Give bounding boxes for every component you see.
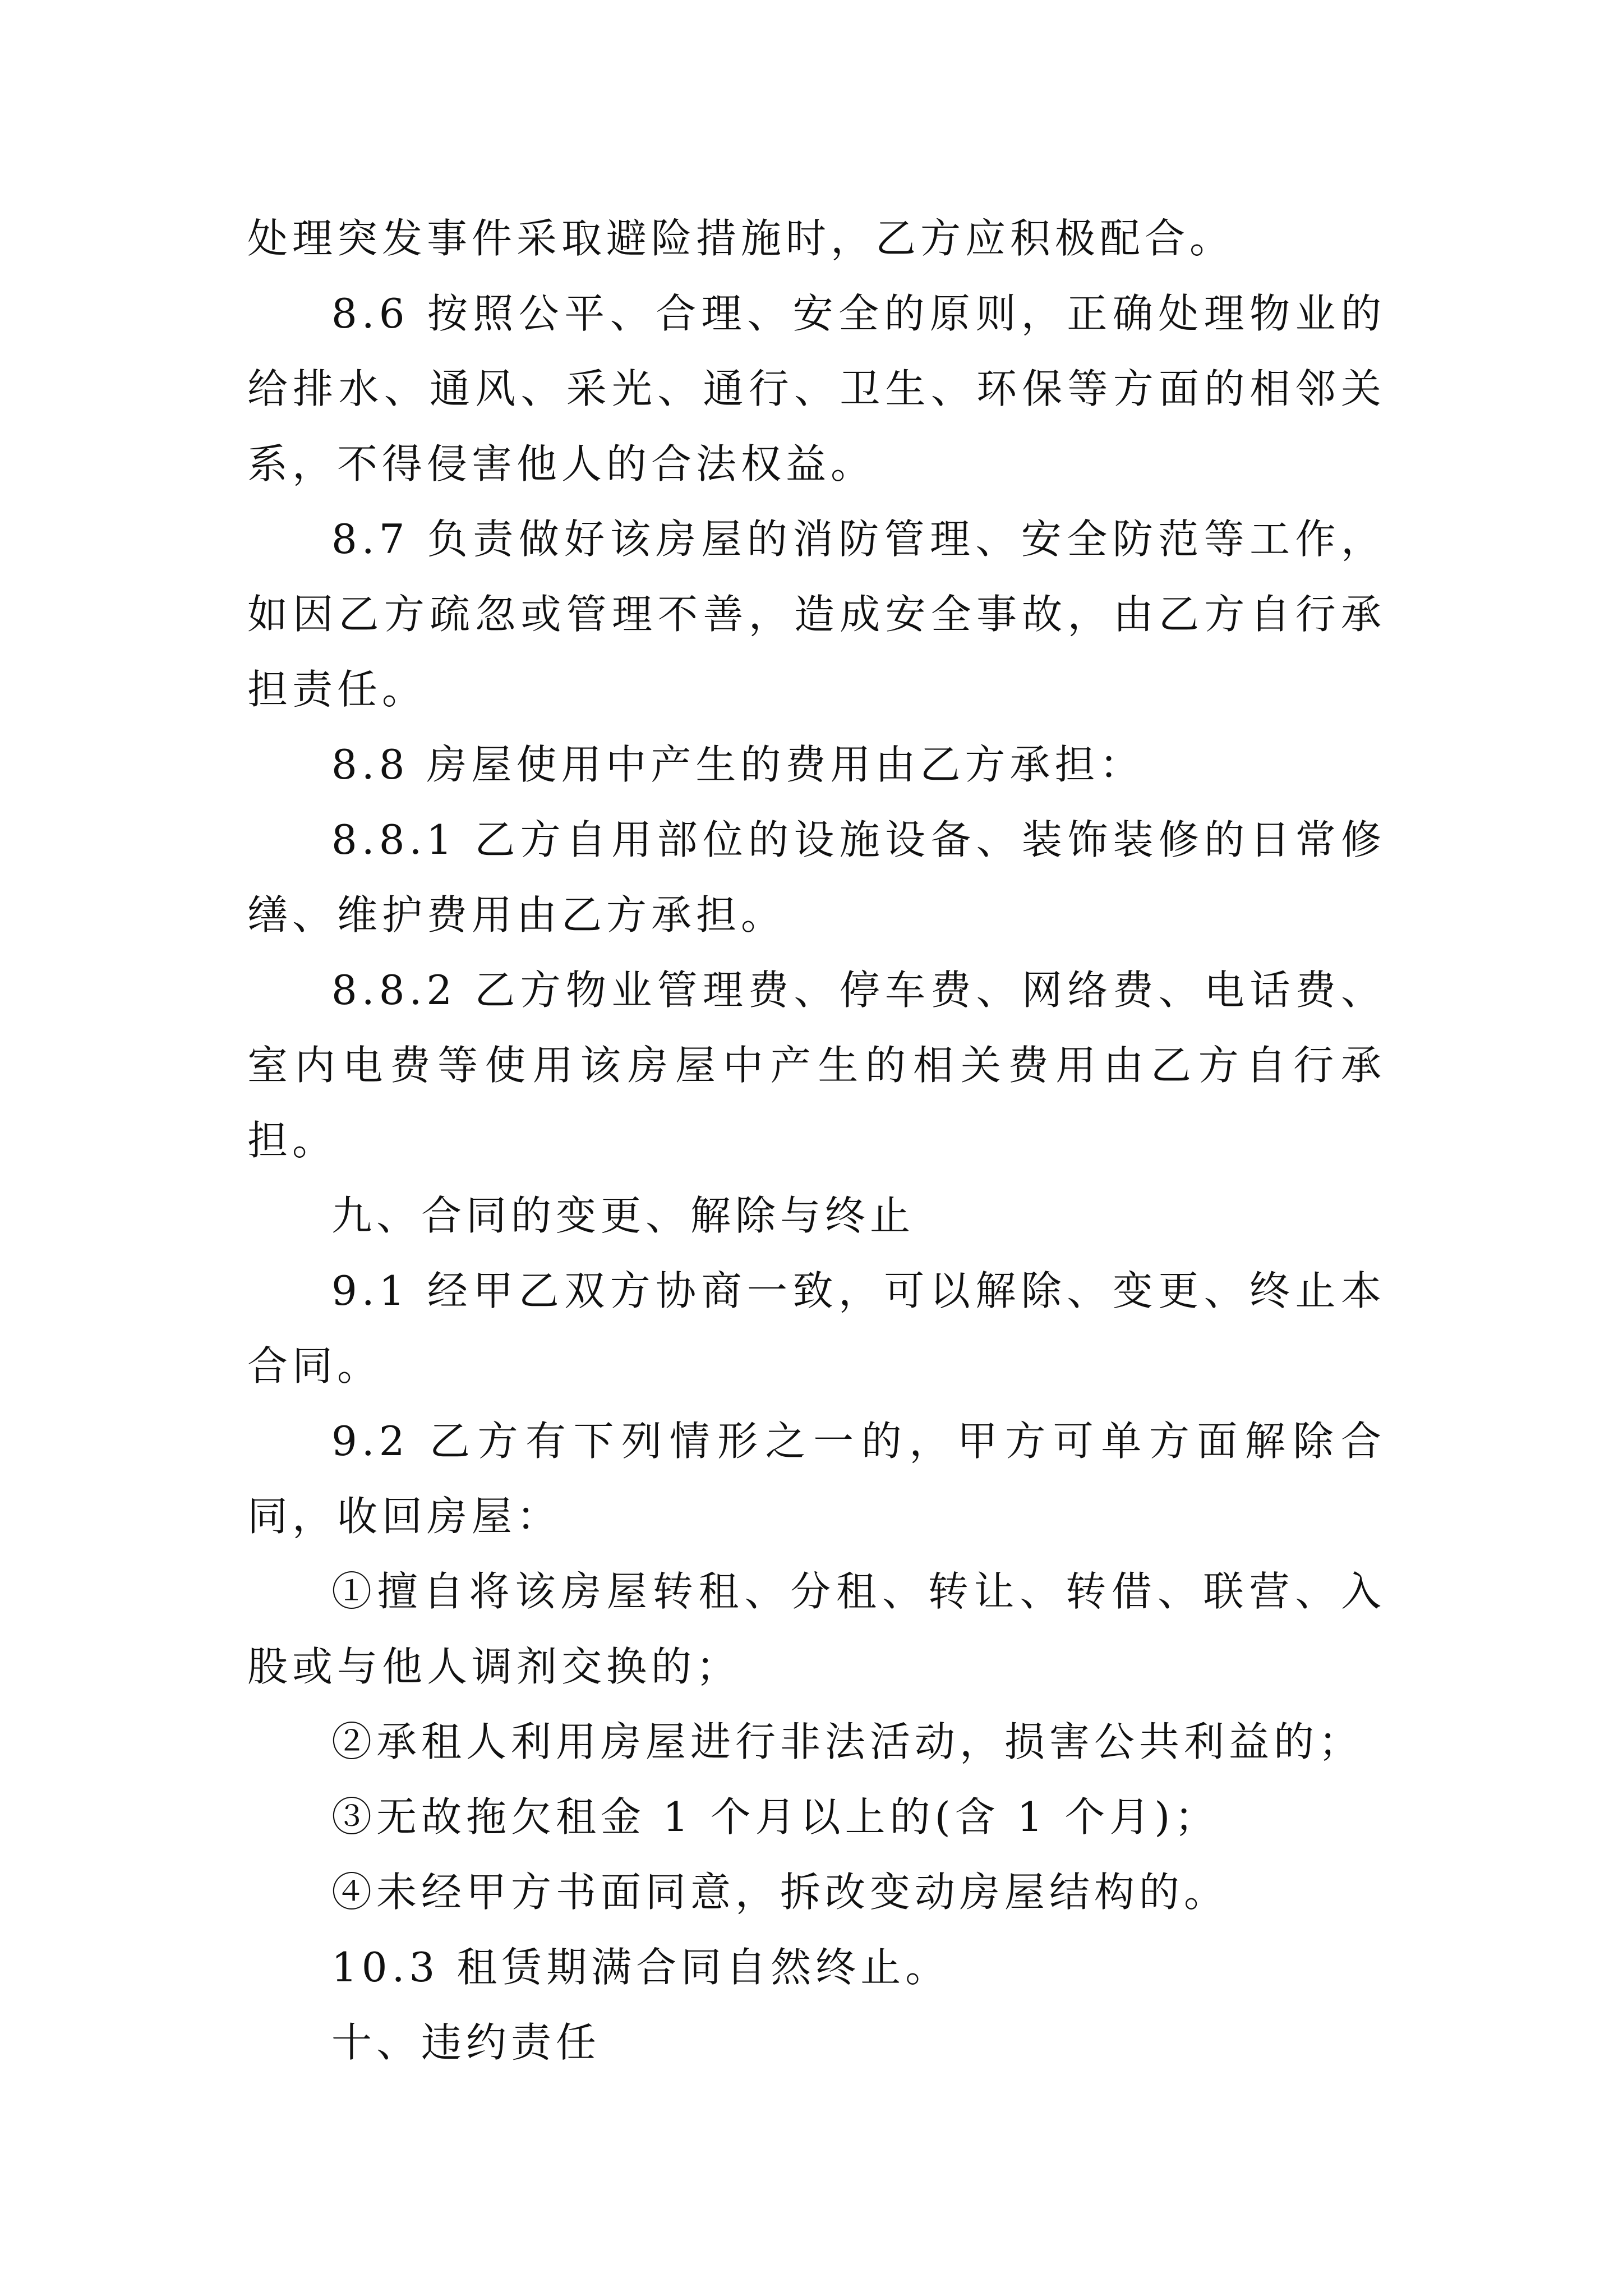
document-body [247,201,1386,2080]
clause-9-2: 9.2 乙方有下列情形之一的，甲方可单方面解除合同，收回房屋： [247,1418,1386,1540]
clause-8-8: 8.8 房屋使用中产生的费用由乙方承担： [331,741,1145,788]
section-heading-9: 九、合同的变更、解除与终止 [331,1192,915,1239]
paragraph-emergency-cooperation: 处理突发事件采取避险措施时，乙方应积极配合。 [247,215,1235,262]
clause-8-7: 8.7 负责做好该房屋的消防管理、安全防范等工作，如因乙方疏忽或管理不善，造成安全事故，由乙方自行承担责任。 [247,516,1386,713]
list-item-4: ④未经甲方书面同意，拆改变动房屋结构的。 [331,1869,1229,1916]
clause-8-6: 8.6 按照公平、合理、安全的原则，正确处理物业的给排水、通风、采光、通行、卫生、环保等方面的相邻关系，不得侵害他人的合法权益。 [247,290,1386,487]
list-item-3: ③无故拖欠租金 1 个月以上的(含 1 个月)； [331,1793,1220,1841]
section-heading-10: 十、违约责任 [331,2019,601,2066]
clause-9-1: 9.1 经甲乙双方协商一致，可以解除、变更、终止本合同。 [247,1267,1386,1389]
list-item-2: ②承租人利用房屋进行非法活动，损害公共利益的； [331,1718,1364,1765]
clause-8-8-1: 8.8.1 乙方自用部位的设施设备、装饰装修的日常修缮、维护费用由乙方承担。 [247,816,1386,938]
list-item-1: ①擅自将该房屋转租、分租、转让、转借、联营、入股或与他人调剂交换的； [247,1568,1386,1690]
clause-8-8-2: 8.8.2 乙方物业管理费、停车费、网络费、电话费、室内电费等使用该房屋中产生的相关费用由乙方自行承担。 [247,967,1386,1164]
clause-10-3: 10.3 租赁期满合同自然终止。 [331,1944,951,1991]
